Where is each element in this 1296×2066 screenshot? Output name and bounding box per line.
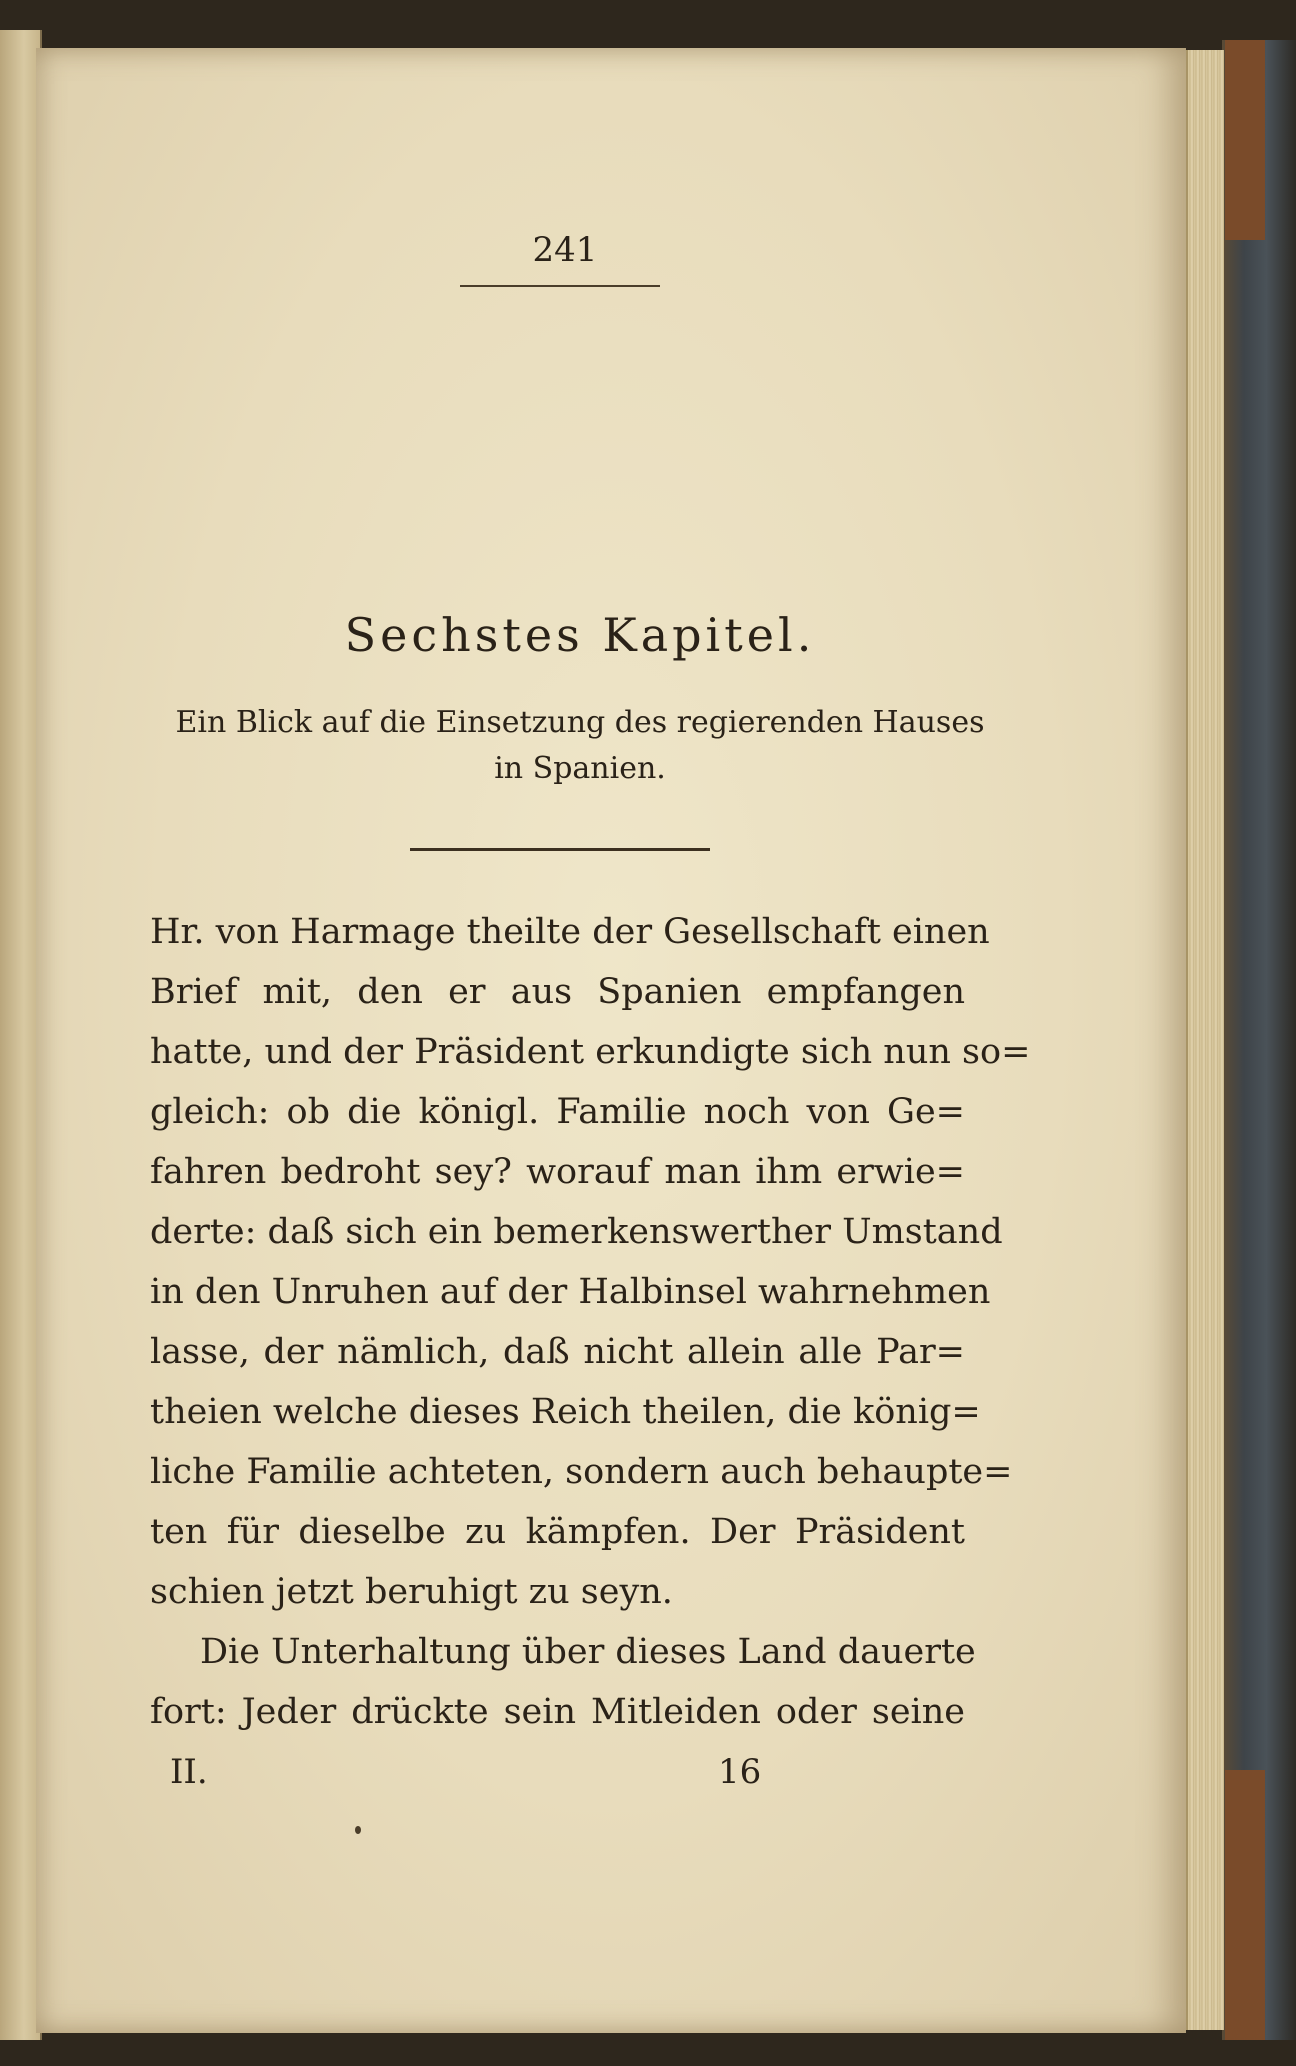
body-text xyxy=(150,902,1031,1742)
book-cover-edge xyxy=(1222,40,1296,2040)
text-line: in den Unruhen auf der Halbinsel wahrnehmen xyxy=(150,1272,991,1312)
cover-corner-top xyxy=(1225,40,1265,240)
text-line: fahren bedroht sey? worauf man ihm erwie= xyxy=(150,1152,965,1192)
text-line: Die Unterhaltung über dieses Land dauerte xyxy=(200,1632,976,1672)
sheet-number: 16 xyxy=(718,1752,762,1792)
text-line: gleich: ob die königl. Familie noch von Ge= xyxy=(150,1092,965,1132)
page-stack-edges xyxy=(1186,50,1224,2030)
text-line: liche Familie achteten, sondern auch behaupte= xyxy=(150,1452,1013,1492)
page-number: 241 xyxy=(532,230,598,270)
chapter-subtitle xyxy=(150,700,1010,792)
text-line: derte: daß sich ein bemerkenswerther Umstand xyxy=(150,1212,1003,1252)
text-line: lasse, der nämlich, daß nicht allein alle Par= xyxy=(150,1332,965,1372)
text-line: Brief mit, den er aus Spanien empfangen xyxy=(150,972,965,1012)
section-rule xyxy=(410,848,710,851)
text-line: theien welche dieses Reich theilen, die könig= xyxy=(150,1392,981,1432)
subtitle-line: Ein Blick auf die Einsetzung des regierenden Hauses xyxy=(175,705,985,740)
text-line: ten für dieselbe zu kämpfen. Der Präsident xyxy=(150,1512,965,1552)
text-line: fort: Jeder drückte sein Mitleiden oder seine xyxy=(150,1692,965,1732)
header-rule xyxy=(460,285,660,287)
text-line: schien jetzt beruhigt zu seyn. xyxy=(150,1572,673,1612)
printer-signature: II. xyxy=(170,1752,208,1792)
ink-spot xyxy=(355,1826,361,1834)
cover-corner-bottom xyxy=(1225,1770,1265,2040)
chapter-title: Sechstes Kapitel. xyxy=(344,608,816,662)
subtitle-line: in Spanien. xyxy=(494,751,666,786)
text-line: hatte, und der Präsident erkundigte sich nun so= xyxy=(150,1032,1031,1072)
text-line: Hr. von Harmage theilte der Gesellschaft einen xyxy=(150,912,990,952)
